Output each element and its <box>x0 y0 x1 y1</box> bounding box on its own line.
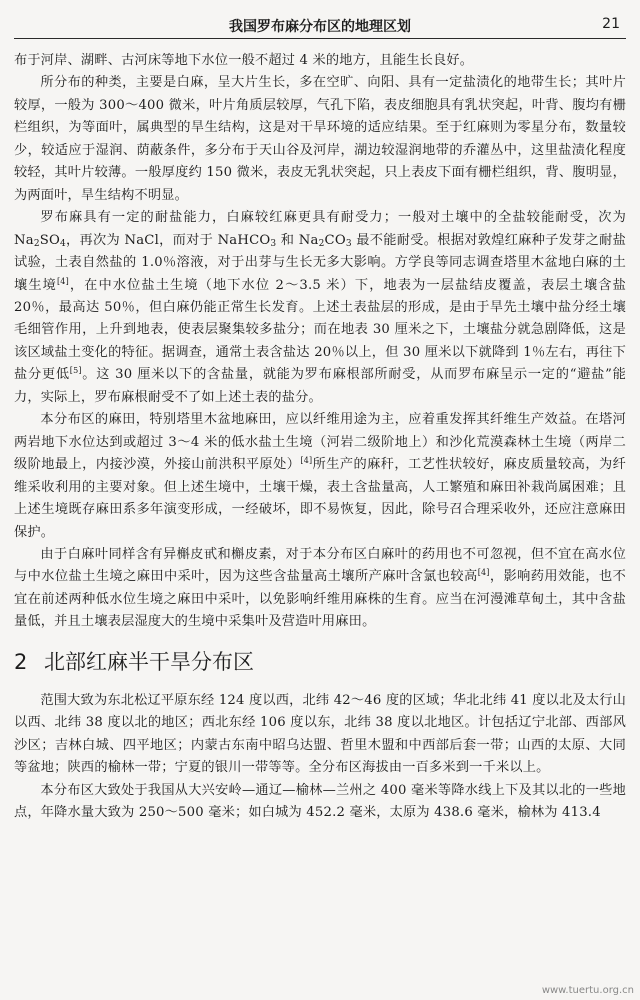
paragraph-continuation: 布于河岸、湖畔、古河床等地下水位一般不超过 4 米的地方，且能生长良好。 <box>14 53 474 68</box>
text-run: 。这 30 厘米以下的含盐量，就能为罗布麻根部所耐受，从而罗布麻呈示一定的“避盐”能力，实际上，罗布麻根耐受不了如上述土表的盐分。 <box>14 367 626 405</box>
watermark: www.tuertu.org.cn <box>541 985 634 996</box>
body-text <box>14 50 626 825</box>
running-header <box>14 12 626 39</box>
section-heading <box>14 648 626 676</box>
paragraph-salt-tolerance <box>14 207 626 409</box>
text-run: 由于白麻叶同样含有异槲皮甙和槲皮素，对于本分布区白麻叶的药用也不可忽视，但不宜在高水位与中水位盐土生境之麻田中采叶，因为这些含盐量高土壤所产麻叶含氯也较高 <box>14 546 626 585</box>
text-run: SO <box>39 232 60 248</box>
citation-ref: [4] <box>56 276 69 286</box>
text-run: ，在中水位盐土生境（地下水位 2～3.5 米）下，地表为一层盐结皮覆盖，表层土壤含盐 20％，最高达 50％，但白麻仍能正常生长发育。上述土表盐层的形成，是由于旱先土壤中盐分经土壤毛细管作用，上升到地表，使表层聚集较多盐分；而在地表 30 厘米之下，土壤盐分就急剧降低，这是该区域盐土变化的特征。据调查，通常土表含盐达 20％以上，但 30 厘米以下就降到 1％左右，再往下盐分更低 <box>14 277 626 383</box>
subscript: 3 <box>345 238 352 249</box>
subscript: 2 <box>33 238 40 249</box>
paragraph-fiber-fields <box>14 409 626 544</box>
paragraph-species: 所分布的种类，主要是白麻，呈大片生长，多在空旷、向阳、具有一定盐渍化的地带生长；其叶片较厚，一般为 300～400 微米，叶片角质层较厚，气孔下陷，表皮细胞具有乳状突起，叶背、腹均有栅栏组织，为等面叶，属典型的旱生结构，这是对干旱环境的适应结果。至于红麻则为零星分布，数量较少，较适应于湿润、荫蔽条件，多分布于天山谷及河岸，湖边较湿润地带的乔灌丛中，这里盐渍化程度较轻，其叶片较薄。一般厚度约 150 微米，表皮无乳状突起，只上表皮下面有栅栏组织，背、腹明显，为两面叶，旱生结构不明显。 <box>14 75 626 203</box>
text-run: 所生产的麻秆，工艺性状较好，麻皮质量较高，为纤维采收利用的主要对象。但上述生境中，土壤干燥，表土含盐量高，人工繁殖和麻田补栽尚属困难；且上述生境既存麻田系多年演变形成，一经破坏，即不易恢复，因此，除号召合理采收外，还应注意麻田保护。 <box>14 457 626 540</box>
text-run: ，再次为 NaCl，而对于 NaHCO <box>65 232 271 248</box>
subscript: 2 <box>318 238 325 249</box>
citation-ref: [5] <box>69 366 82 376</box>
section-title: 北部红麻半干旱分布区 <box>44 649 254 674</box>
text-run: CO <box>324 232 346 248</box>
text-run: 和 Na <box>276 232 319 248</box>
paragraph-medicinal-use <box>14 544 626 634</box>
citation-ref: [4] <box>300 456 313 466</box>
citation-ref: [4] <box>477 568 490 578</box>
section-number: 2 <box>14 649 28 674</box>
text-run: 最不能耐受。根据对敦煌红麻种子发芽之耐盐试验，土表自然盐的 1.0％溶液，对于出芽与生长无多大影响。方学良等同志调查塔里木盆地白麻的土壤生境 <box>14 232 626 293</box>
text-run: 本分布区的麻田，特别塔里木盆地麻田，应以纤维用途为主，应着重发挥其纤维生产效益。在塔河两岩地下水位达到或超过 3～4 米的低水盐土生境（河岩二级阶地上）和沙化荒漠森林土生境（两岸二级阶地最上，内接沙漠，外接山前洪积平原处） <box>14 412 626 473</box>
paragraph-climate: 本分布区大致处于我国从大兴安岭—通辽—榆林—兰州之 400 毫米等降水线上下及其以北的一些地点，年降水量大致为 250～500 毫米；如白城为 452.2 毫米，太原为 438.6 毫米，榆林为 413.4 <box>14 782 626 821</box>
text-run: ，影响药用效能，也不宜在前述两种低水位生境之麻田中采叶，以免影响纤维用麻株的生育。应当在河漫滩草甸土，其中含盐量低，并且土壤表层湿度大的生境中采集叶及营造叶用麻田。 <box>14 569 627 630</box>
text-run: 罗布麻具有一定的耐盐能力，白麻较红麻更具有耐受力；一般对土壤中的全盐较能耐受，次为 Na <box>14 210 626 248</box>
page-number: 21 <box>602 16 620 32</box>
paragraph-range: 范围大致为东北松辽平原东经 124 度以西，北纬 42～46 度的区域；华北北纬 41 度以北及太行山以西、北纬 38 度以北的地区；西北东经 106 度以东，北纬 38 度以北地区。计包括辽宁北部、西部风沙区；吉林白城、四平地区；内蒙古东南中昭乌达盟、哲里木盟和中西部后套一带；山西的太原、大同等盆地；陕西的榆林一带；宁夏的银川一带等等。全分布区海拔由一百多米到一千米以上。 <box>14 692 627 776</box>
subscript: 3 <box>270 238 277 249</box>
subscript: 4 <box>60 238 66 249</box>
header-title: 我国罗布麻分布区的地理区划 <box>229 19 411 35</box>
